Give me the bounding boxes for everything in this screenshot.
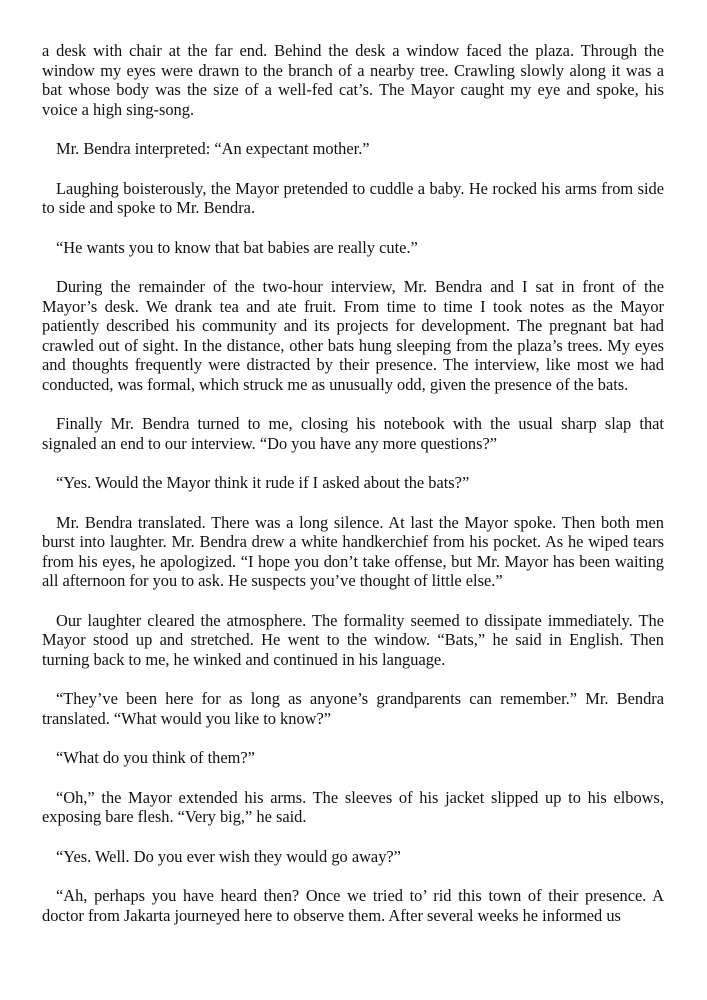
- paragraph: “They’ve been here for as long as anyone’s grandparents can remember.” Mr. Bendra translated. “What would you like to know?”: [42, 689, 664, 729]
- paragraph: “Oh,” the Mayor extended his arms. The sleeves of his jacket slipped up to his elbows, exposing bare flesh. “Very big,” he said.: [42, 787, 664, 827]
- paragraph: Our laughter cleared the atmosphere. The formality seemed to dissipate immediately. The Mayor stood up and stretched. He went to the window. “Bats,” he said in English. Then turning back to me, he winked and continued in his language.: [42, 610, 664, 670]
- paragraph: Finally Mr. Bendra turned to me, closing his notebook with the usual sharp slap that signaled an end to our interview. “Do you have any more questions?”: [42, 414, 664, 453]
- paragraph: “Ah, perhaps you have heard then? Once we tried to’ rid this town of their presence. A doctor from Jakarta journeyed here to observe them. After several weeks he informed us: [42, 886, 664, 925]
- paragraph: During the remainder of the two-hour interview, Mr. Bendra and I sat in front of the Mayor’s desk. We drank tea and ate fruit. From time to time I took notes as the Mayor patiently described his community and its projects for development. The pregnant bat had crawled out of sight. In the distance, other bats hung sleeping from the plaza’s trees. My eyes and thoughts frequently were distracted by their presence. The interview, like most we had conducted, was formal, which struck me as unusually odd, given the presence of the bats.: [42, 276, 664, 394]
- paragraph: Mr. Bendra interpreted: “An expectant mother.”: [56, 139, 370, 159]
- paragraph: Laughing boisterously, the Mayor pretended to cuddle a baby. He rocked his arms from side to side and spoke to Mr. Bendra.: [42, 178, 664, 218]
- paragraph: “He wants you to know that bat babies are really cute.”: [56, 237, 418, 257]
- paragraph: Mr. Bendra translated. There was a long silence. At last the Mayor spoke. Then both men burst into laughter. Mr. Bendra drew a white handkerchief from his pocket. As he wiped tears from his eyes, he apologized. “I hope you don’t take offense, but Mr. Mayor has been waiting all afternoon for you to ask. He suspects you’ve thought of little else.”: [42, 512, 664, 591]
- paragraph: “Yes. Would the Mayor think it rude if I asked about the bats?”: [56, 473, 470, 493]
- paragraph: “What do you think of them?”: [56, 748, 255, 768]
- paragraph: “Yes. Well. Do you ever wish they would go away?”: [56, 846, 401, 866]
- paragraph-continued: a desk with chair at the far end. Behind the desk a window faced the plaza. Through the window my eyes were drawn to the branch of a nearby tree. Crawling slowly along it was a bat whose body was the size of a well-fed cat’s. The Mayor caught my eye and spoke, his voice a high sing-song.: [42, 41, 664, 119]
- document-page: [42, 41, 664, 925]
